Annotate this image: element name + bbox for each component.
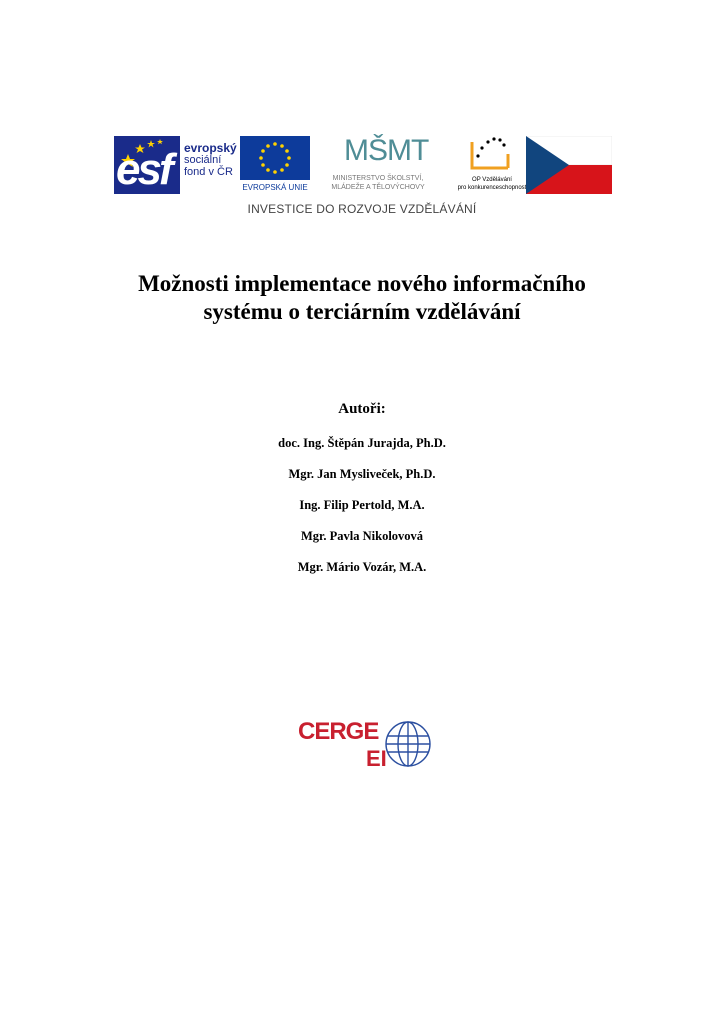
eu-logo (240, 136, 310, 194)
author-item: Mgr. Jan Mysliveček, Ph.D. (288, 467, 436, 481)
esf-logo (114, 136, 237, 194)
funding-logo-bar (108, 132, 616, 222)
msmt-caption-line2: MLÁDEŽE A TĚLOVÝCHOVY (331, 184, 425, 191)
author-item: Mgr. Pavla Nikolovová (300, 529, 424, 543)
op-caption (448, 176, 536, 192)
eu-flag-icon (240, 136, 310, 180)
op-caption-line1: OP Vzdělávání (472, 177, 512, 183)
author-item: Ing. Filip Pertold, M.A. (299, 498, 425, 512)
esf-text (184, 142, 237, 178)
esf-text-line1: evropský (184, 141, 237, 155)
title-line2: systému o terciárním vzdělávání (203, 299, 521, 324)
czech-flag-svg (526, 136, 612, 194)
title-line1: Možnosti implementace nového informačního (138, 271, 586, 296)
op-emblem-icon (456, 134, 528, 174)
msmt-caption (314, 174, 442, 192)
msmt-caption-line1: MINISTERSTVO ŠKOLSTVÍ, (332, 175, 424, 182)
msmt-mark: MŠMT (344, 134, 429, 167)
esf-logo-box (114, 136, 180, 194)
op-logo (456, 134, 528, 196)
document-title (62, 270, 662, 326)
op-caption-line2: pro konkurenceschopnost (457, 185, 527, 191)
eu-stars-icon (240, 136, 310, 180)
czech-flag-icon (526, 136, 612, 194)
ei-text: EI (366, 746, 387, 771)
author-item: doc. Ing. Štěpán Jurajda, Ph.D. (278, 436, 446, 450)
esf-text-line2: sociální (184, 154, 222, 166)
authors-list (62, 434, 662, 589)
esf-text-line3: fond v ČR (184, 166, 233, 178)
cerge-ei-logo (296, 716, 434, 774)
author-item: Mgr. Mário Vozár, M.A. (297, 560, 427, 574)
cerge-text: CERGE (298, 718, 379, 745)
msmt-logo (314, 134, 442, 196)
tagline: INVESTICE DO ROZVOJE VZDĚLÁVÁNÍ (247, 202, 477, 216)
authors-heading: Autoři: (338, 401, 386, 417)
eu-caption: EVROPSKÁ UNIE (242, 183, 308, 192)
esf-letters: esf (116, 145, 171, 194)
